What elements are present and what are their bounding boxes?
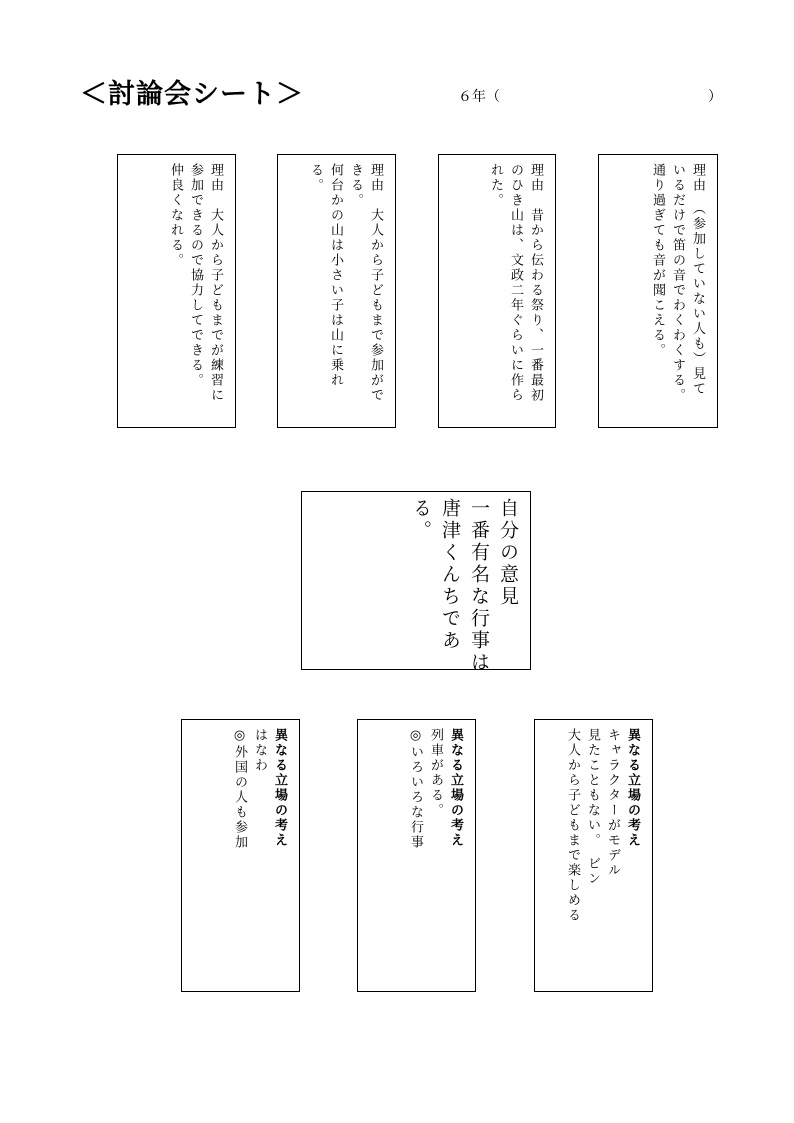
different-view-card-2	[357, 719, 476, 992]
reason-card-4	[117, 154, 236, 428]
different-view-heading-1: 異なる立場の考え	[625, 728, 640, 848]
different-view-body-2	[405, 728, 465, 850]
page-title: ＜討論会シート＞	[80, 79, 304, 110]
different-view-heading-2: 異なる立場の考え	[448, 728, 463, 848]
reason-card-3	[277, 154, 396, 428]
different-view-text-3: はなわ ◎外国の人も参加	[232, 728, 267, 850]
different-view-body-3	[229, 728, 289, 850]
reason-card-1	[598, 154, 718, 428]
different-view-card-3	[181, 719, 300, 992]
grade-close-paren: ）	[708, 89, 722, 105]
different-view-body-1	[562, 728, 642, 923]
grade-label: ６年（	[458, 89, 500, 105]
reason-text-2: 理由 昔から伝わる祭り、一番最初 のひき山は、文政二年ぐらいに作ら れた。	[488, 163, 543, 403]
different-view-card-1	[534, 719, 653, 992]
different-view-heading-3: 異なる立場の考え	[272, 728, 287, 848]
reason-text-4: 理由 大人から子どもまでが練習に 参加できるので協力してできる。 仲良くなれる。	[168, 163, 223, 403]
reason-text-1: 理由 （参加していない人も）見て いるだけで笛の音でわくわくする。 通り過ぎても音が聞こえる。	[650, 163, 705, 403]
opinion-text: 自分の意見 一番有名な行事は 唐津くんちであ る。	[410, 498, 519, 674]
different-view-text-2: 列車がある。 ◎いろいろな行事	[408, 728, 443, 850]
reason-card-2	[438, 154, 556, 428]
opinion-card	[301, 491, 531, 674]
different-view-text-1: キャラクターがモデル 見たこともない。 ビン 大人から子どもまで楽しめる	[565, 728, 620, 923]
reason-text-3: 理由 大人から子どもまで参加がで きる。 何台かの山は小さい子は山に乗れ る。	[308, 163, 383, 403]
